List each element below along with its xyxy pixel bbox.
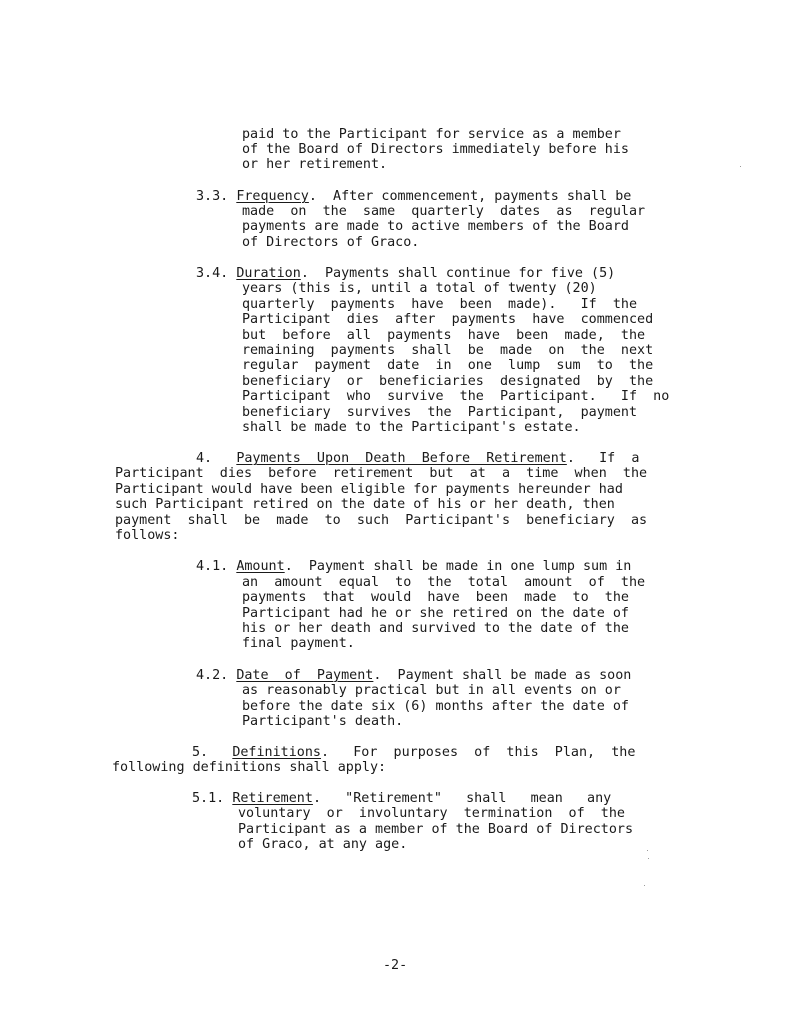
- section-heading: Definitions: [232, 745, 321, 760]
- text-run: made on the same quarterly dates as regular: [242, 204, 646, 219]
- text-line: [242, 389, 669, 405]
- text-line: [242, 683, 621, 699]
- text-line: [238, 806, 625, 822]
- text-line: [242, 219, 629, 235]
- text-line: [242, 420, 581, 436]
- section-heading: Duration: [236, 266, 301, 281]
- text-run: payments that would have been made to the: [242, 590, 629, 605]
- text-run: Participant's death.: [242, 714, 404, 729]
- text-run: . After commencement, payments shall be: [308, 189, 632, 204]
- text-line: [196, 668, 631, 684]
- text-run: before the date six (6) months after the date of: [242, 699, 629, 714]
- text-line: [242, 142, 629, 158]
- text-run: Participant had he or she retired on the date of: [242, 606, 629, 621]
- text-line: [242, 699, 629, 715]
- page-number: -2-: [383, 958, 408, 973]
- text-run: follows:: [115, 528, 180, 543]
- text-run: 4.: [196, 451, 237, 466]
- text-line: [196, 559, 631, 575]
- text-run: 3.4.: [196, 266, 237, 281]
- text-run: of Graco, at any age.: [238, 837, 408, 852]
- text-line: [242, 157, 387, 173]
- text-line: [242, 606, 629, 622]
- text-run: Participant who survive the Participant. If no: [242, 389, 670, 404]
- text-run: . Payment shall be made in one lump sum in: [284, 559, 632, 574]
- text-run: of Directors of Graco.: [242, 235, 420, 250]
- text-line: [242, 636, 355, 652]
- text-run: . "Retirement" shall mean any: [312, 791, 612, 806]
- text-run: of the Board of Directors immediately before his: [242, 142, 629, 157]
- text-line: [242, 312, 653, 328]
- text-run: 3.3.: [196, 189, 237, 204]
- text-run: . For purposes of this Plan, the: [321, 745, 636, 760]
- scan-speck: [644, 885, 645, 886]
- text-line: [242, 297, 637, 313]
- text-line: [196, 266, 615, 282]
- section-heading: Retirement: [232, 791, 313, 806]
- text-run: Participant as a member of the Board of Directors: [238, 822, 634, 837]
- text-run: 4.2.: [196, 668, 237, 683]
- scan-speck: [648, 858, 649, 859]
- text-run: years (this is, until a total of twenty (20): [242, 281, 597, 296]
- text-run: voluntary or involuntary termination of the: [238, 806, 625, 821]
- text-line: [115, 497, 615, 513]
- text-line: [242, 575, 645, 591]
- text-line: [242, 127, 621, 143]
- text-line: [238, 837, 407, 853]
- text-line: [115, 513, 647, 529]
- text-run: remaining payments shall be made on the next: [242, 343, 654, 358]
- text-line: [242, 621, 629, 637]
- text-line: [196, 189, 631, 205]
- text-run: beneficiary or beneficiaries designated by the: [242, 374, 654, 389]
- text-run: quarterly payments have been made). If the: [242, 297, 638, 312]
- text-run: Participant dies after payments have commenced: [242, 312, 654, 327]
- text-line: [242, 714, 403, 730]
- text-run: or her retirement.: [242, 157, 388, 172]
- text-line: [242, 204, 645, 220]
- scan-speck: [740, 166, 741, 167]
- section-heading: Date of Payment: [236, 668, 374, 683]
- text-run: beneficiary survives the Participant, payment: [242, 405, 638, 420]
- text-line: [242, 235, 419, 251]
- text-run: following definitions shall apply:: [112, 760, 387, 775]
- text-run: payment shall be made to such Participant's beneficiary as: [115, 513, 648, 528]
- text-run: final payment.: [242, 636, 355, 651]
- text-run: . Payments shall continue for five (5): [300, 266, 616, 281]
- text-line: [115, 482, 623, 498]
- text-run: 4.1.: [196, 559, 237, 574]
- text-line: [242, 343, 653, 359]
- text-line: [242, 281, 597, 297]
- text-run: but before all payments have been made, the: [242, 328, 646, 343]
- scan-speck: [647, 850, 648, 851]
- text-line: [196, 451, 639, 467]
- text-run: . Payment shall be made as soon: [373, 668, 632, 683]
- text-line: [242, 328, 645, 344]
- text-run: payments are made to active members of the Board: [242, 219, 629, 234]
- text-run: paid to the Participant for service as a member: [242, 127, 621, 142]
- text-run: 5.1.: [192, 791, 233, 806]
- text-run: . If a: [566, 451, 640, 466]
- text-line: [192, 791, 611, 807]
- text-run: his or her death and survived to the date of the: [242, 621, 629, 636]
- text-line: [115, 466, 647, 482]
- section-heading: Frequency: [236, 189, 309, 204]
- text-line: [242, 590, 629, 606]
- text-line: [242, 374, 653, 390]
- text-run: such Participant retired on the date of his or her death, then: [115, 497, 615, 512]
- text-run: shall be made to the Participant's estate.: [242, 420, 581, 435]
- text-line: [112, 760, 386, 776]
- text-run: Participant dies before retirement but at a time when the: [115, 466, 648, 481]
- text-run: 5.: [192, 745, 233, 760]
- text-line: [242, 405, 637, 421]
- text-line: [238, 822, 633, 838]
- text-run: as reasonably practical but in all events on or: [242, 683, 621, 698]
- section-heading: Amount: [236, 559, 285, 574]
- text-run: an amount equal to the total amount of the: [242, 575, 646, 590]
- text-line: [115, 528, 180, 544]
- text-line: [242, 358, 653, 374]
- text-run: Participant would have been eligible for payments hereunder had: [115, 482, 623, 497]
- text-run: regular payment date in one lump sum to the: [242, 358, 654, 373]
- section-heading: Payments Upon Death Before Retirement: [236, 451, 567, 466]
- text-line: [192, 745, 635, 761]
